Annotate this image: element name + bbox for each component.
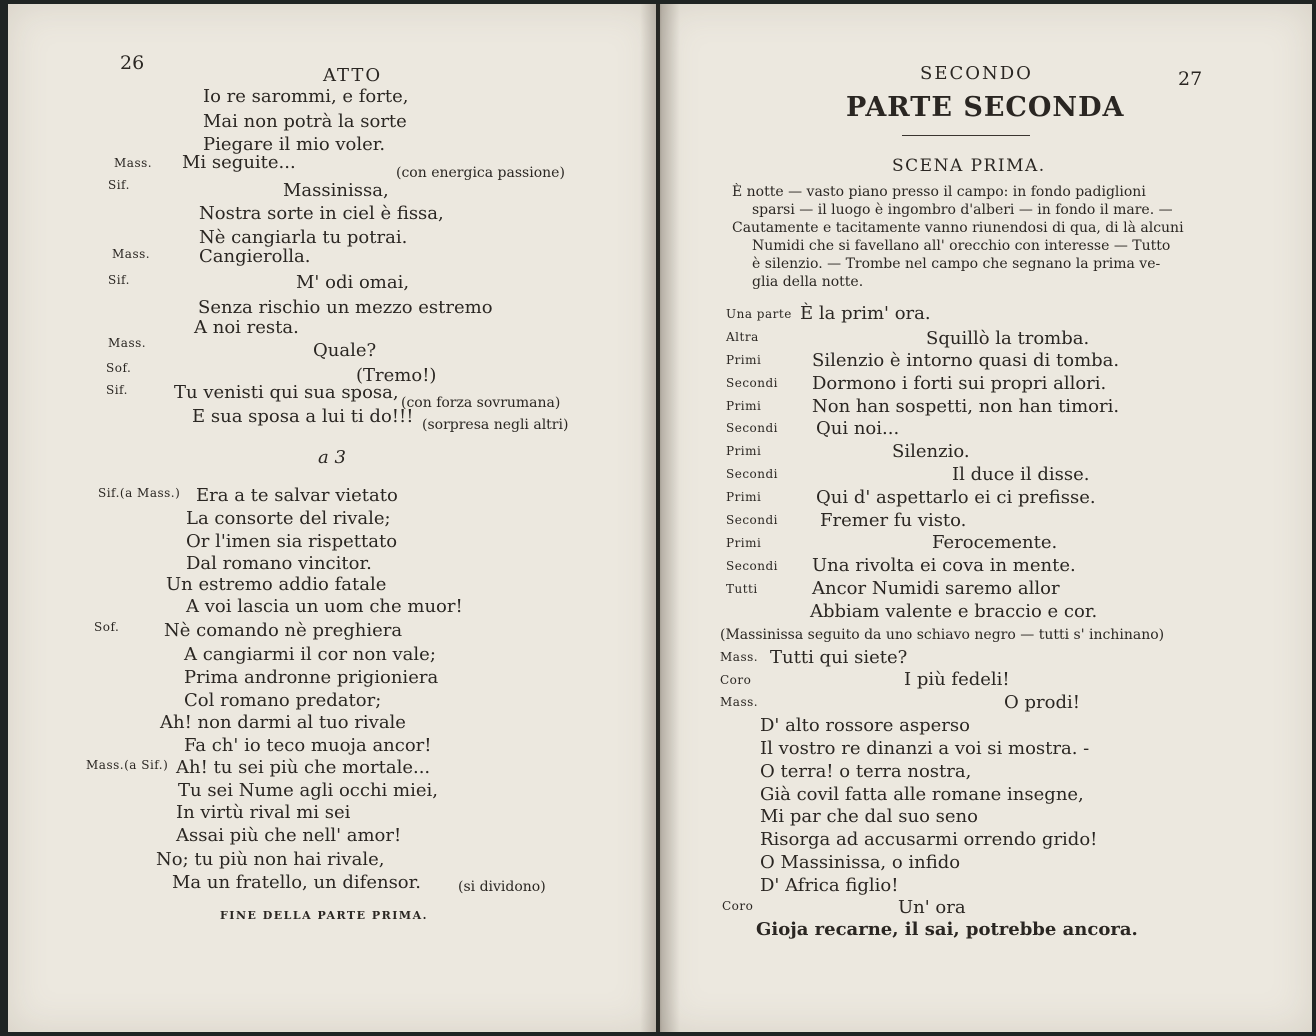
verse-line: Mi seguite... [182, 152, 296, 173]
speaker-label: Coro [720, 673, 752, 687]
speaker-label: Sif. [106, 383, 128, 397]
verse-line: M' odi omai, [296, 272, 410, 293]
verse-line: In virtù rival mi sei [176, 802, 351, 823]
stage-direction: (Massinissa seguito da uno schiavo negro — tutti s' inchinano) [720, 627, 1165, 643]
verse-line: Col romano predator; [184, 690, 382, 711]
verse-line: A voi lascia un uom che muor! [186, 596, 463, 617]
verse-line: D' alto rossore asperso [760, 715, 970, 736]
verse-line: Squillò la tromba. [926, 328, 1090, 349]
verse-line: Era a te salvar vietato [196, 485, 398, 506]
verse-line: Mai non potrà la sorte [203, 111, 407, 132]
speaker-label: Primi [726, 399, 762, 413]
verse-line: Prima andronne prigioniera [184, 667, 439, 688]
speaker-label: Primi [726, 353, 762, 367]
verse-line: Tu venisti qui sua sposa, [174, 382, 399, 403]
verse-line: No; tu più non hai rivale, [156, 849, 385, 870]
verse-line: E sua sposa a lui ti do!!! [192, 406, 414, 427]
verse-line: Abbiam valente e braccio e cor. [810, 601, 1098, 622]
speaker-label: Mass. [112, 247, 151, 261]
speaker-label: Primi [726, 536, 762, 550]
verse-line: I più fedeli! [904, 669, 1010, 690]
verse-line: Silenzio. [892, 441, 970, 462]
scene-description: Cautamente e tacitamente vanno riunendosi di qua, di là alcuni [732, 220, 1184, 236]
verse-line: Dormono i forti sui propri allori. [812, 373, 1107, 394]
left-page [8, 4, 656, 1032]
speaker-label: Secondi [726, 421, 779, 435]
speaker-label: Mass.(a Sif.) [86, 758, 169, 772]
verse-line: Ma un fratello, un difensor. [172, 872, 421, 893]
speaker-label: Mass. [114, 156, 153, 170]
verse-line: Già covil fatta alle romane insegne, [760, 784, 1084, 805]
speaker-label: Mass. [108, 336, 147, 350]
speaker-label: Primi [726, 490, 762, 504]
verse-line: Nè comando nè preghiera [164, 620, 403, 641]
verse-line: Ancor Numidi saremo allor [812, 578, 1060, 599]
verse-line: La consorte del rivale; [186, 508, 391, 529]
speaker-label: Una parte [726, 307, 792, 321]
verse-line: Un' ora [898, 897, 966, 918]
verse-line: Gioja recarne, il sai, potrebbe ancora. [756, 919, 1138, 940]
verse-line: Or l'imen sia rispettato [186, 531, 398, 552]
verse-line: Cangierolla. [199, 246, 311, 267]
verse-line: Il duce il disse. [952, 464, 1090, 485]
section-heading: a 3 [318, 447, 346, 468]
stage-direction: (con forza sovrumana) [401, 395, 561, 411]
verse-line: Massinissa, [283, 180, 389, 201]
part-title: PARTE SECONDA [846, 92, 1125, 123]
verse-line: Io re sarommi, e forte, [203, 86, 409, 107]
speaker-label: Secondi [726, 467, 779, 481]
verse-line: Qui d' aspettarlo ei ci prefisse. [816, 487, 1096, 508]
verse-line: Il vostro re dinanzi a voi si mostra. - [760, 738, 1090, 759]
verse-line: Piegare il mio voler. [203, 134, 386, 155]
verse-line: A cangiarmi il cor non vale; [184, 644, 436, 665]
speaker-label: Altra [726, 330, 759, 344]
running-head: SECONDO [920, 63, 1033, 84]
speaker-label: Mass. [720, 695, 759, 709]
verse-line: Ah! non darmi al tuo rivale [160, 712, 406, 733]
verse-line: Tutti qui siete? [770, 647, 908, 668]
speaker-label: Secondi [726, 376, 779, 390]
page-number: 26 [120, 52, 145, 74]
verse-line: Quale? [313, 340, 377, 361]
speaker-label: Sif.(a Mass.) [98, 486, 181, 500]
speaker-label: Tutti [726, 582, 758, 596]
verse-line: Risorga ad accusarmi orrendo grido! [760, 829, 1098, 850]
running-head: ATTO [323, 65, 383, 86]
scene-title: SCENA PRIMA. [892, 156, 1046, 176]
page-number: 27 [1178, 68, 1203, 90]
verse-line: Non han sospetti, non han timori. [812, 396, 1120, 417]
verse-line: Fa ch' io teco muoja ancor! [184, 735, 432, 756]
verse-line: A noi resta. [194, 317, 299, 338]
verse-line: Nè cangiarla tu potrai. [199, 227, 408, 248]
verse-line: Silenzio è intorno quasi di tomba. [812, 350, 1120, 371]
verse-line: Un estremo addio fatale [166, 574, 387, 595]
right-page [660, 4, 1312, 1032]
stage-direction: (sorpresa negli altri) [422, 417, 569, 433]
scene-description: glia della notte. [752, 274, 864, 290]
verse-line: O terra! o terra nostra, [760, 761, 972, 782]
verse-line: Una rivolta ei cova in mente. [812, 555, 1076, 576]
verse-line: O Massinissa, o infido [760, 852, 961, 873]
speaker-label: Sof. [94, 620, 120, 634]
stage-direction: (con energica passione) [396, 165, 565, 181]
speaker-label: Mass. [720, 650, 759, 664]
verse-line: Ah! tu sei più che mortale... [176, 757, 431, 778]
scene-description: È notte — vasto piano presso il campo: in fondo padiglioni [732, 184, 1146, 200]
verse-line: Tu sei Nume agli occhi miei, [178, 780, 438, 801]
speaker-label: Coro [722, 899, 754, 913]
verse-line: È la prim' ora. [800, 303, 931, 324]
speaker-label: Sif. [108, 178, 130, 192]
verse-line: (Tremo!) [356, 365, 437, 386]
title-rule [902, 135, 1030, 136]
scene-description: è silenzio. — Trombe nel campo che segnano la prima ve- [752, 256, 1161, 272]
verse-line: Assai più che nell' amor! [176, 825, 402, 846]
scene-description: sparsi — il luogo è ingombro d'alberi — in fondo il mare. — [752, 202, 1173, 218]
verse-line: Qui noi... [816, 418, 900, 439]
speaker-label: Primi [726, 444, 762, 458]
speaker-label: Sof. [106, 361, 132, 375]
speaker-label: Secondi [726, 513, 779, 527]
verse-line: Ferocemente. [932, 532, 1058, 553]
verse-line: O prodi! [1004, 692, 1080, 713]
end-note: FINE DELLA PARTE PRIMA. [220, 909, 428, 922]
scene-description: Numidi che si favellano all' orecchio con interesse — Tutto [752, 238, 1171, 254]
verse-line: Fremer fu visto. [820, 510, 967, 531]
verse-line: Nostra sorte in ciel è fissa, [199, 203, 444, 224]
verse-line: Senza rischio un mezzo estremo [198, 297, 493, 318]
verse-line: D' Africa figlio! [760, 875, 899, 896]
verse-line: Dal romano vincitor. [186, 553, 372, 574]
speaker-label: Sif. [108, 273, 130, 287]
stage-direction: (si dividono) [458, 879, 546, 895]
speaker-label: Secondi [726, 559, 779, 573]
verse-line: Mi par che dal suo seno [760, 806, 978, 827]
